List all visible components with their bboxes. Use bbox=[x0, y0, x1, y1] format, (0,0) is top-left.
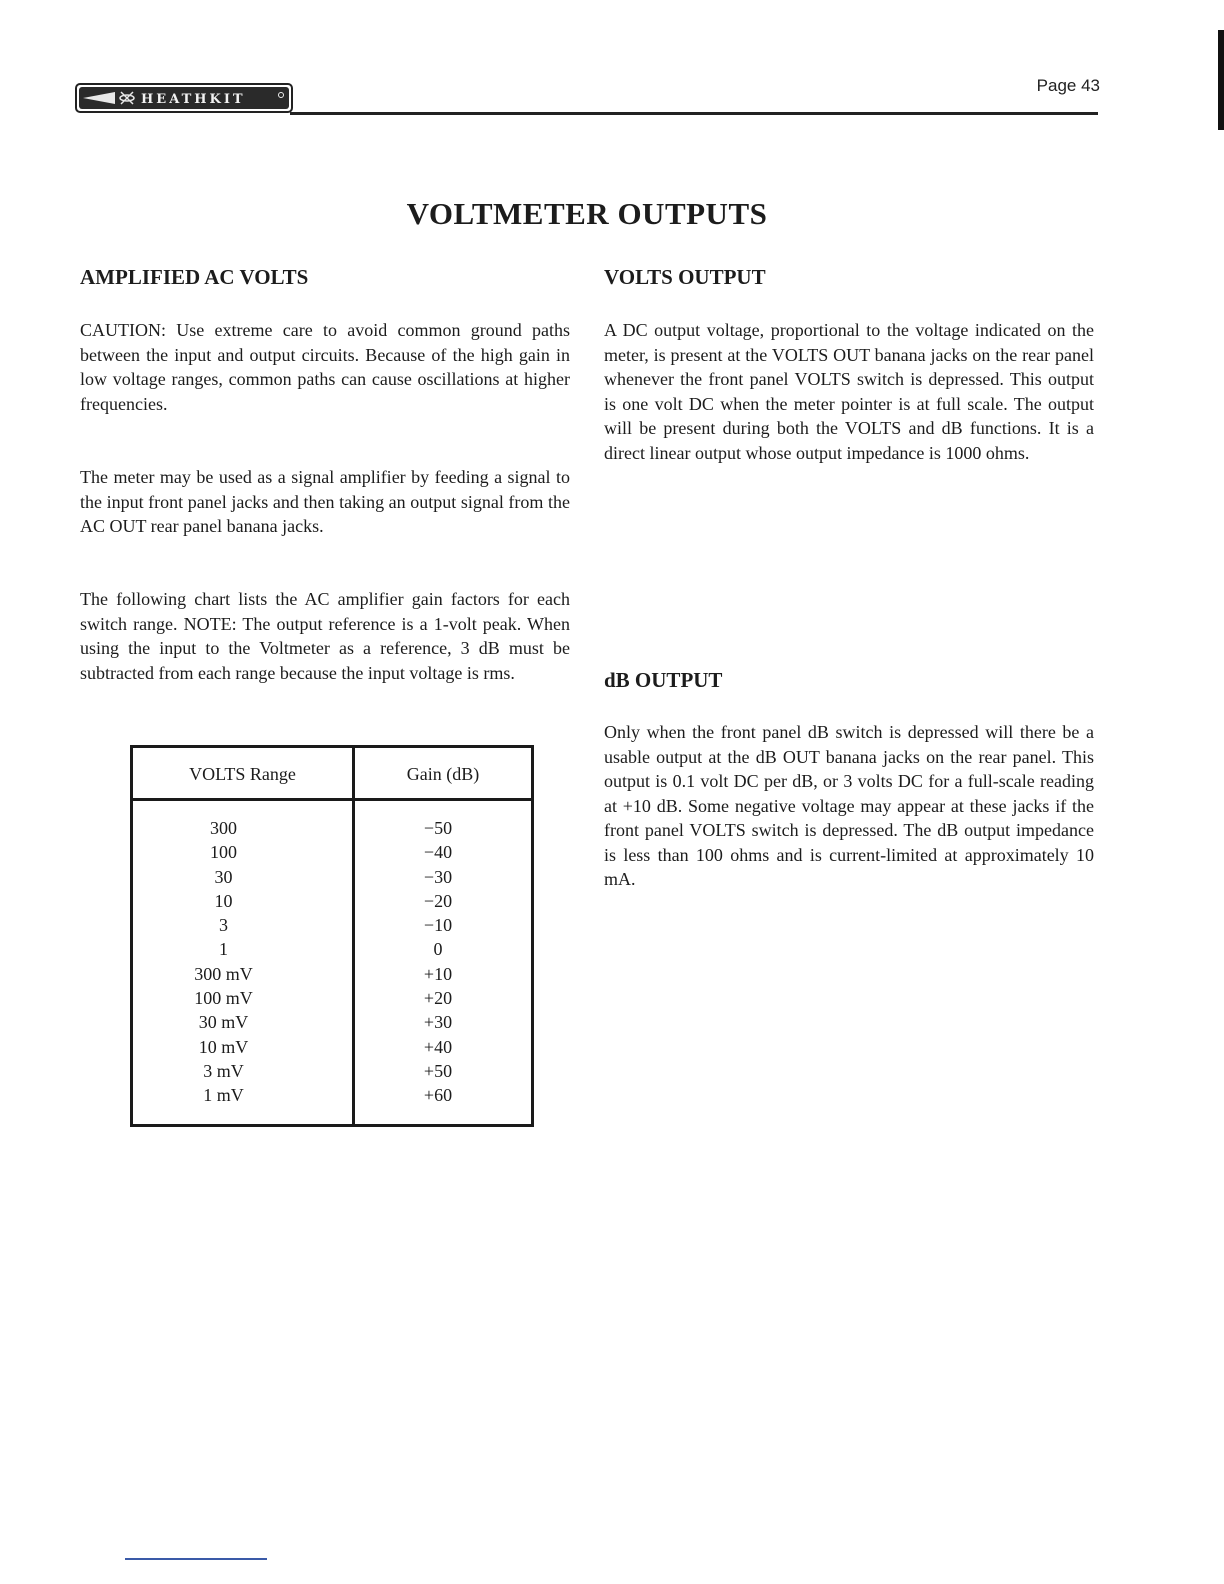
table-header-rule bbox=[133, 798, 531, 801]
table-cell-gain: −30 bbox=[423, 866, 453, 887]
table-cell-range: 30 bbox=[214, 866, 233, 887]
table-cell-range: 300 bbox=[210, 818, 237, 838]
page-title: VOLTMETER OUTPUTS bbox=[406, 196, 768, 231]
amplified-ac-volts-heading: AMPLIFIED AC VOLTS bbox=[80, 265, 309, 289]
page-number: Page 43 bbox=[1036, 76, 1100, 95]
svg-text:HEATHKIT: HEATHKIT bbox=[141, 92, 246, 107]
table-cell-gain: +50 bbox=[423, 1060, 453, 1081]
table-cell-gain: +60 bbox=[423, 1085, 453, 1106]
db-output-heading: dB OUTPUT bbox=[604, 668, 723, 692]
table-cell-range: 3 mV bbox=[203, 1060, 244, 1081]
table-cell-gain: −40 bbox=[423, 842, 453, 863]
table-cell-gain: −10 bbox=[423, 915, 453, 936]
table-cell-gain: −20 bbox=[423, 890, 453, 911]
heathkit-logo bbox=[75, 83, 293, 113]
scan-edge bbox=[1218, 30, 1224, 130]
table-cell-range: 10 mV bbox=[198, 1036, 249, 1057]
table-header-volts-range: VOLTS Range bbox=[189, 764, 296, 784]
signal-amplifier-paragraph: The meter may be used as a signal amplifier by feeding a signal to the input front panel jacks and then taking an output signal from the AC OUT rear panel banana jacks. bbox=[80, 467, 570, 536]
table-cell-gain: +10 bbox=[423, 963, 453, 984]
table-cell-gain: −50 bbox=[423, 818, 453, 838]
table-cell-range: 1 bbox=[219, 939, 228, 960]
table-cell-range: 10 bbox=[214, 890, 233, 911]
table-header-gain: Gain (dB) bbox=[406, 764, 480, 784]
header-rule bbox=[290, 112, 1098, 115]
table-cell-range: 300 mV bbox=[194, 963, 253, 984]
table-cell-range: 30 mV bbox=[198, 1012, 249, 1033]
table-cell-gain: +20 bbox=[423, 988, 453, 1009]
table-cell-range: 100 mV bbox=[194, 988, 253, 1009]
table-cell-range: 1 mV bbox=[203, 1085, 244, 1106]
table-cell-gain: 0 bbox=[433, 939, 443, 960]
volts-range-column bbox=[133, 816, 314, 1108]
table-cell-gain: +40 bbox=[423, 1036, 453, 1057]
gain-table bbox=[130, 745, 534, 1127]
footer-rule bbox=[125, 1558, 267, 1560]
table-cell-range: 3 bbox=[219, 915, 228, 936]
table-column-divider bbox=[352, 748, 355, 1124]
volts-output-heading: VOLTS OUTPUT bbox=[604, 265, 766, 289]
volts-output-paragraph: A DC output voltage, proportional to the voltage indicated on the meter, is present at the VOLTS OUT banana jacks on the rear panel whenever the front panel VOLTS switch is depressed. This output is one volt DC when the meter pointer is at full scale. The output will be present during both the VOLTS and dB functions. It is a direct linear output whose output impedance is 1000 ohms. bbox=[604, 320, 1094, 463]
table-cell-range: 100 bbox=[210, 842, 237, 863]
table-cell-gain: +30 bbox=[423, 1012, 453, 1033]
db-output-paragraph: Only when the front panel dB switch is depressed will there be a usable output at the dB OUT banana jacks on the rear panel. This output is 0.1 volt DC per dB, or 3 volts DC for a full-scale reading at +10 dB. Some negative voltage may appear at these jacks if the front panel VOLTS switch is depressed. The dB output impedance is less than 100 ohms and is current-limited at approximately 10 mA. bbox=[604, 722, 1094, 889]
caution-paragraph: CAUTION: Use extreme care to avoid common ground paths between the input and output circuits. Because of the high gain in low voltage ranges, common paths can cause oscillations at higher frequencies. bbox=[80, 320, 570, 414]
gain-chart-paragraph: The following chart lists the AC amplifier gain factors for each switch range. NOTE: The output reference is a 1-volt peak. When using the input to the Voltmeter as a reference, 3 dB must be subtracted from each range because the input voltage is rms. bbox=[80, 589, 570, 683]
gain-column bbox=[403, 816, 473, 1108]
